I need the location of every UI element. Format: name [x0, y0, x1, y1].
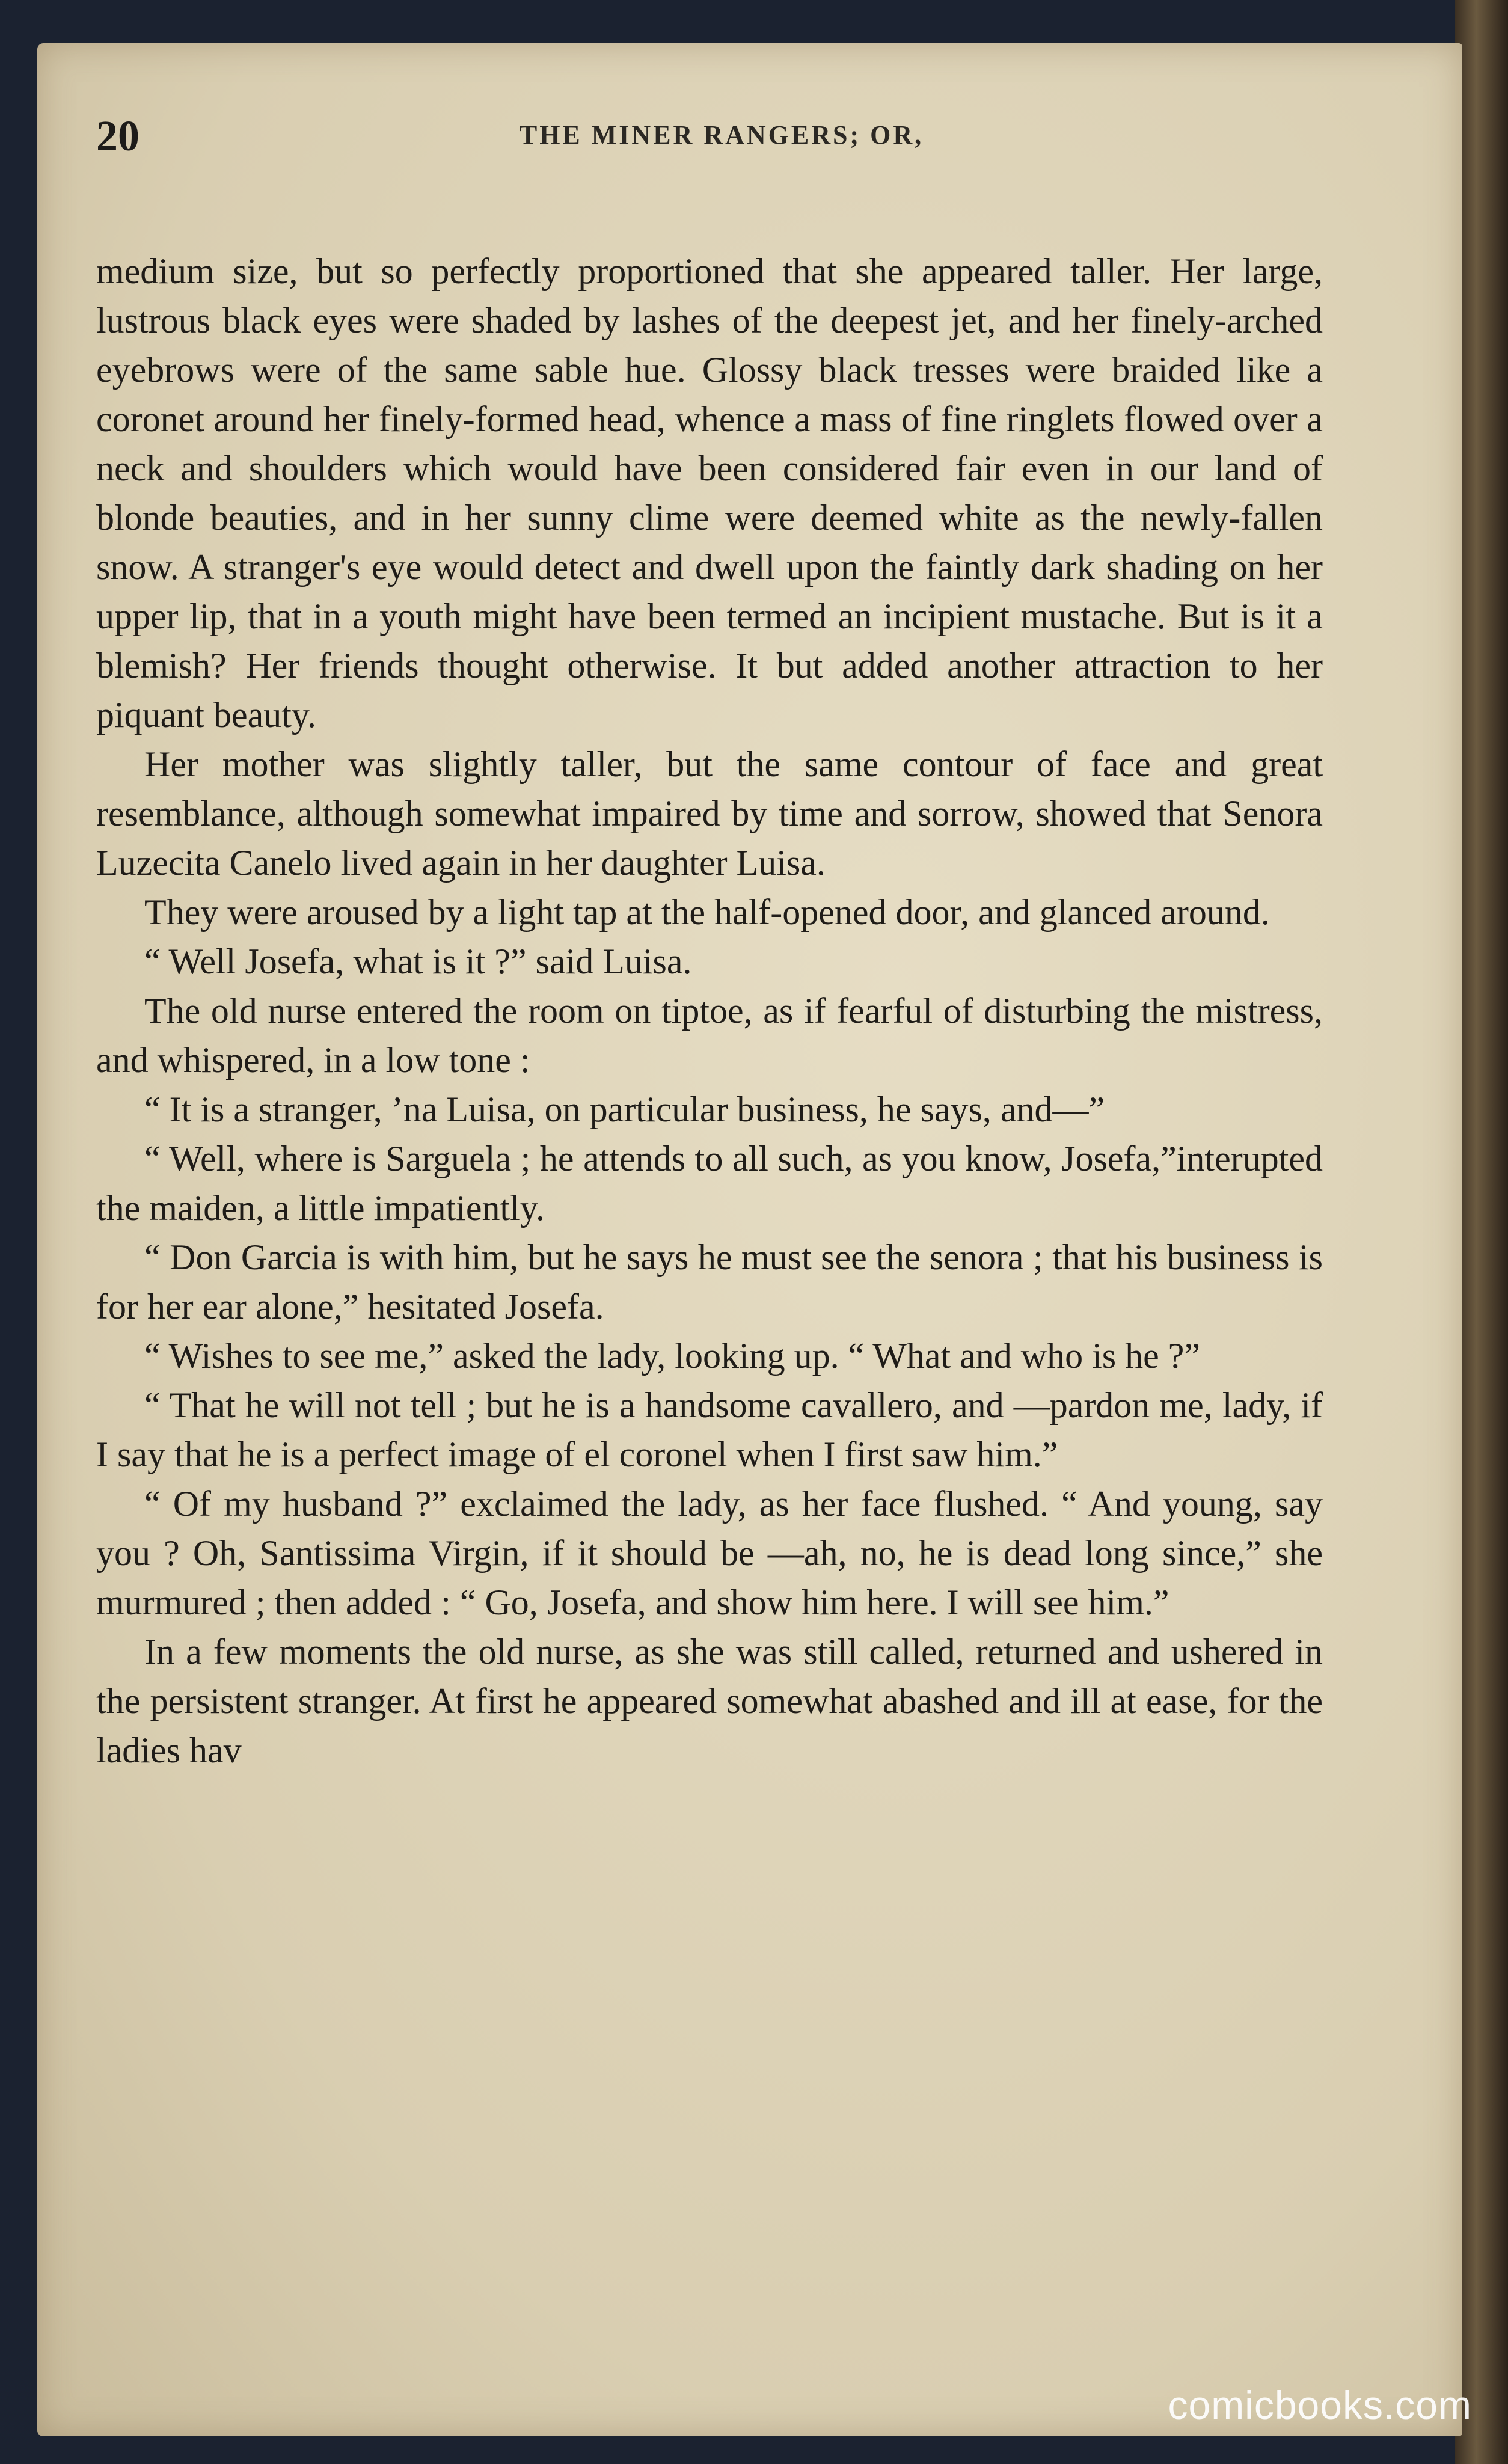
paragraph: Her mother was slightly taller, but the same contour of face and great resemblance, although somewhat impaired by time and sorrow, showed that Senora Luzecita Canelo lived again in her daughter Luisa. [96, 744, 1323, 883]
watermark: comicbooks.com [1168, 2383, 1472, 2427]
paragraph: “ That he will not tell ; but he is a handsome cavallero, and —pardon me, lady, if I say that he is a perfect image of el coronel when I first saw him.” [96, 1385, 1323, 1474]
paragraph: “ Wishes to see me,” asked the lady, looking up. “ What and who is he ?” [144, 1336, 1200, 1376]
paragraph: medium size, but so perfectly proportioned that she appeared taller. Her large, lustrous black eyes were shaded by lashes of the deepest jet, and her finely-arched eyebrows were of the same sable hue. Glossy black tresses were braided like a coronet around her finely-formed head, whence a mass of fine ringlets flowed over a neck and shoulders which would have been considered fair even in our land of blonde beauties, and in her sunny clime were deemed white as the newly-fallen snow. A stranger's eye would detect and dwell upon the faintly dark shading on her upper lip, that in a youth might have been termed an incipient mustache. But is it a blemish? Her friends thought otherwise. It but added another attraction to her piquant beauty. [96, 251, 1323, 735]
paragraph: “ It is a stranger, ’na Luisa, on particular business, he says, and—” [144, 1089, 1105, 1129]
paragraph: The old nurse entered the room on tiptoe, as if fearful of disturbing the mistress, and whispered, in a low tone : [96, 991, 1323, 1080]
paragraph: “ Well Josefa, what is it ?” said Luisa. [144, 942, 692, 981]
running-head: THE MINER RANGERS; OR, [519, 120, 924, 150]
paragraph: “ Well, where is Sarguela ; he attends to all such, as you know, Josefa,”interupted the maiden, a little impatiently. [96, 1139, 1323, 1228]
body-text [96, 247, 1323, 1775]
paragraph: “ Don Garcia is with him, but he says he must see the senora ; that his business is for her ear alone,” hesitated Josefa. [96, 1237, 1323, 1326]
paragraph: In a few moments the old nurse, as she was still called, returned and ushered in the persistent stranger. At first he appeared somewhat abashed and ill at ease, for the ladies hav [96, 1632, 1323, 1770]
page-number: 20 [96, 112, 139, 160]
book-spine [1455, 0, 1508, 2464]
paragraph: They were aroused by a light tap at the half-opened door, and glanced around. [144, 892, 1270, 932]
paragraph: “ Of my husband ?” exclaimed the lady, as her face flushed. “ And young, say you ? Oh, Santissima Virgin, if it should be —ah, no, he is dead long since,” she murmured ; then added : “ Go, Josefa, and show him here. I will see him.” [96, 1484, 1323, 1622]
page-header [96, 111, 1323, 165]
